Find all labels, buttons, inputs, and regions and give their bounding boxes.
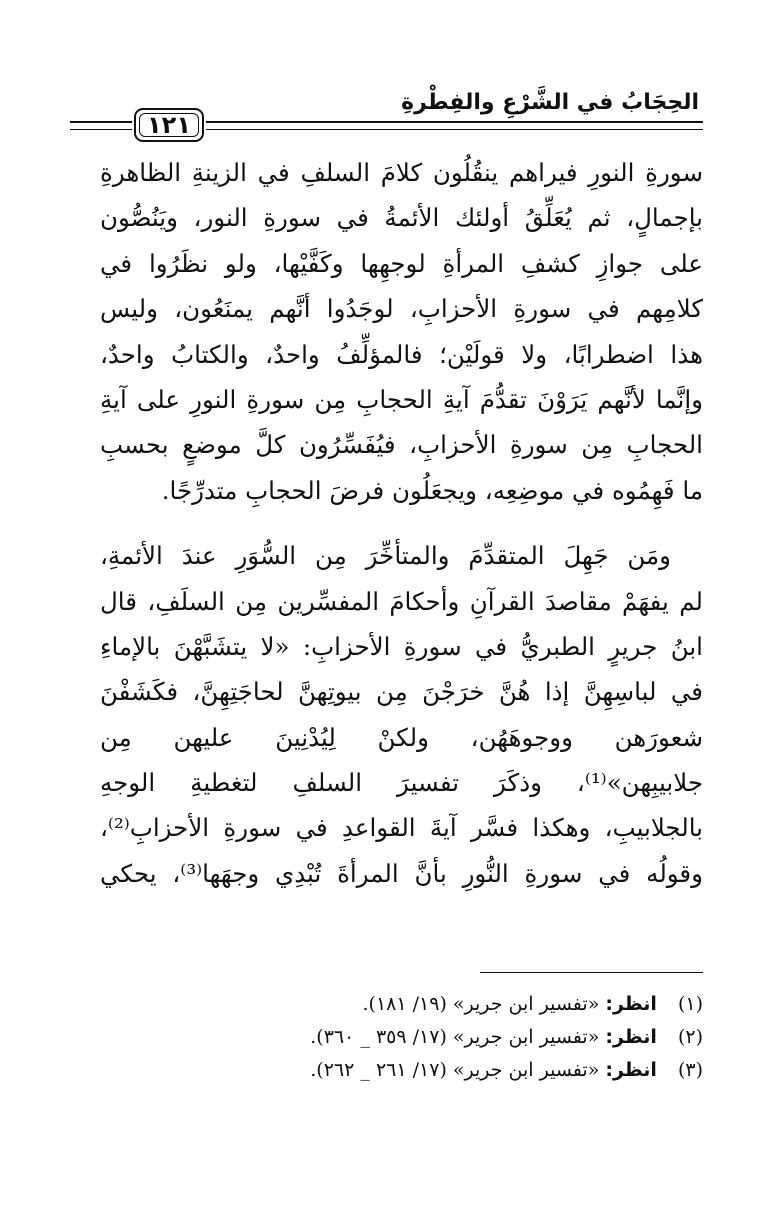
- text-line: الحجابِ مِن سورةِ الأحزابِ، فيُفَسِّرُون كلَّ موضعٍ بحسبِ: [100, 430, 703, 460]
- text-line: سورةِ النورِ فيراهم ينقُلُون كلامَ السلفِ في الزينةِ الظاهرةِ: [100, 158, 703, 187]
- footnote-label: انظر:: [605, 993, 657, 1015]
- footnotes: [100, 988, 703, 1087]
- running-header-title: الحِجَابُ في الشَّرْعِ والفِطْرةِ: [401, 90, 699, 115]
- main-text: [100, 150, 703, 896]
- text-line: هذا اضطرابًا، ولا قولَيْن؛ فالمؤلِّفُ واحدٌ، والكتابُ واحدٌ،: [100, 339, 703, 369]
- text-line: كلامِهم في سورةِ الأحزابِ، لوجَدُوا أنَّهم يمنَعُون، وليس: [100, 294, 703, 324]
- paragraph-gap: [100, 513, 703, 533]
- text-line: بإجمالٍ، ثم يُعَلِّقُ أولئك الأئمةُ في سورةِ النور، ويَنُصُّون: [100, 203, 703, 233]
- text-line: جلابيبِهن»⁽¹⁾، وذكَرَ تفسيرَ السلفِ لتغطيةِ الوجهِ: [100, 768, 703, 798]
- header-rule-left-lower: [70, 129, 132, 130]
- text-line: بالجلابيبِ، وهكذا فسَّر آيةَ القواعدِ في سورةِ الأحزابِ⁽²⁾،: [100, 813, 703, 843]
- text-line: لم يفهَمْ مقاصدَ القرآنِ وأحكامَ المفسِّرين مِن السلَفِ، قال: [100, 586, 703, 616]
- text-line: ابنُ جريرٍ الطبريُّ في سورةِ الأحزابِ: «لا يتشَبَّهْنَ بالإماءِ: [100, 631, 703, 661]
- text-line: ما فَهِمُوه في موضِعِه، ويجعَلُون فرضَ الحجابِ متدرِّجًا.: [161, 475, 703, 505]
- text-line: شعورَهن ووجوهَهُن، ولكنْ لِيُدْنِينَ عليهن مِن: [100, 722, 703, 752]
- paragraph-2: [100, 533, 703, 896]
- footnote-text: «تفسير ابن جرير» (١٧/ ٢٦١ _ ٢٦٢).: [310, 1059, 600, 1081]
- page-number: [134, 108, 204, 142]
- header-rule-left: [70, 121, 132, 123]
- text-line: على جوازِ كشفِ المرأةِ لوجهِها وكَفَّيْها، ولو نظَرُوا في: [100, 248, 703, 278]
- footnote-3: [100, 1054, 703, 1087]
- text-line: وإنَّما لأنَّهم يَرَوْنَ تقدُّمَ آيةِ الحجابِ مِن سورةِ النورِ على آيةِ: [100, 384, 703, 414]
- paragraph-1: [100, 150, 703, 513]
- footnote-text: «تفسير ابن جرير» (١٧/ ٣٥٩ _ ٣٦٠).: [310, 1026, 600, 1048]
- footnote-number: (١): [677, 993, 703, 1015]
- footnote-number: (٢): [677, 1026, 703, 1048]
- footnote-text: «تفسير ابن جرير» (١٩/ ١٨١).: [362, 993, 600, 1015]
- footnote-number: (٣): [677, 1059, 703, 1081]
- text-line: وقولُه في سورةِ النُّورِ بأنَّ المرأةَ تُبْدِي وجهَها⁽³⁾، يحكي: [100, 858, 703, 888]
- footnote-label: انظر:: [605, 1026, 657, 1048]
- header-rule-right-lower: [206, 129, 703, 130]
- footnote-2: [100, 1021, 703, 1054]
- page-number-text: ١٢١: [147, 111, 191, 139]
- header-rule-right: [206, 121, 703, 123]
- text-line: في لباسِهِنَّ إذا هُنَّ خرَجْنَ مِن بيوتِهنَّ لحاجَتِهِنَّ، فكَشَفْنَ: [100, 677, 703, 707]
- footnote-label: انظر:: [605, 1059, 657, 1081]
- footnote-separator: [480, 972, 703, 973]
- footnote-1: [100, 988, 703, 1021]
- text-line: ومَن جَهِلَ المتقدِّمَ والمتأخِّرَ مِن السُّوَرِ عندَ الأئمةِ،: [100, 541, 671, 571]
